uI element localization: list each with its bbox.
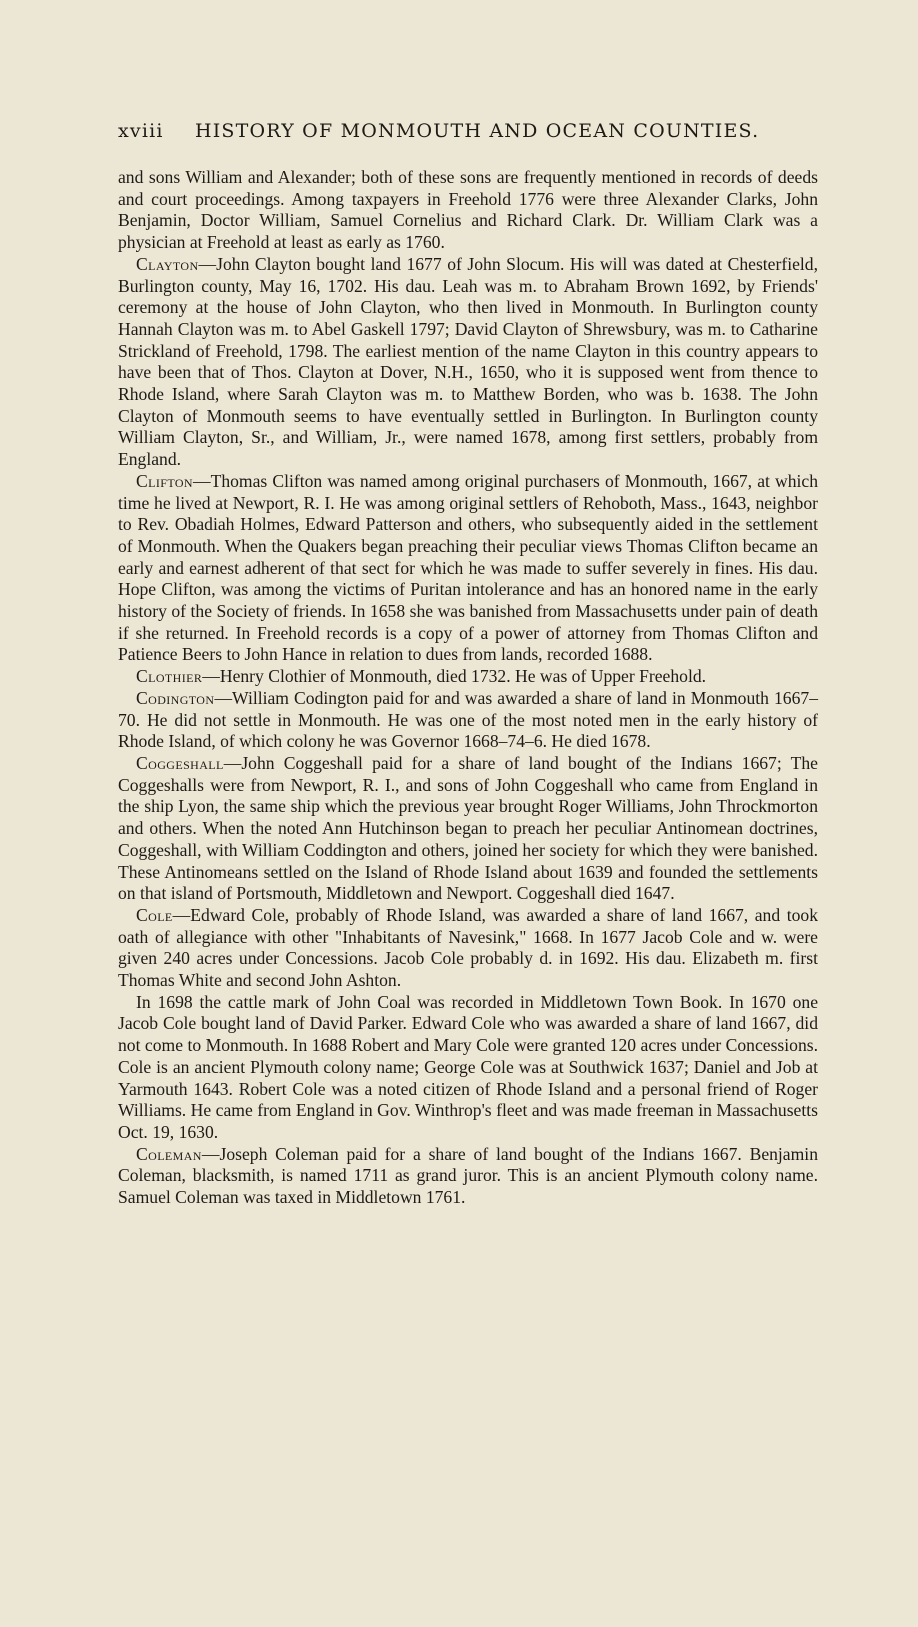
- paragraph-text: —John Coggeshall paid for a share of land bought of the Indians 1667; The Coggeshalls were from Newport, R. I., and sons of John Coggeshall who came from England in the ship Lyon, the same ship which the previous year brought Roger Williams, John Throckmorton and others. When the noted Ann Hutchinson began to preach her peculiar Antinomean doctrines, Coggeshall, with William Coddington and others, joined her society for which they were banished. These Antinomeans settled on the Island of Rhode Island about 1639 and founded the settlements on that island of Portsmouth, Middletown and Newport. Coggeshall died 1647.: [118, 752, 818, 904]
- paragraph-text: —Joseph Coleman paid for a share of land bought of the Indians 1667. Benjamin Coleman, blacksmith, is named 1711 as grand juror. This is an ancient Plymouth colony name. Samuel Coleman was taxed in Middletown 1761.: [118, 1143, 818, 1208]
- page-number: xviii: [118, 120, 164, 142]
- paragraph-text: —Henry Clothier of Monmouth, died 1732. He was of Upper Freehold.: [202, 666, 707, 687]
- page-body: [118, 167, 818, 1209]
- entry-heading: Codington: [136, 687, 215, 708]
- entry-heading: Coleman: [136, 1143, 202, 1164]
- entry-heading: Cole: [136, 904, 173, 925]
- entry-heading: Clothier: [136, 666, 203, 687]
- running-title: HISTORY OF MONMOUTH AND OCEAN COUNTIES.: [194, 120, 760, 142]
- paragraph-cole-continued: [118, 992, 818, 1144]
- entry-heading: Clifton: [136, 470, 193, 491]
- paragraph-text: and sons William and Alexander; both of these sons are frequently mentioned in records of deeds and court proceedings. Among taxpayers in Freehold 1776 were three Alexander Clarks, John Benjamin, Doctor William, Samuel Cornelius and Richard Clark. Dr. William Clark was a physician at Freehold at least as early as 1760.: [118, 167, 818, 253]
- paragraph-text: —Thomas Clifton was named among original purchasers of Monmouth, 1667, at which time he lived at Newport, R. I. He was among original settlers of Rehoboth, Mass., 1643, neighbor to Rev. Obadiah Holmes, Edward Patterson and others, who subsequently aided in the settlement of Monmouth. When the Quakers began preaching their peculiar views Thomas Clifton became an early and earnest adherent of that sect for which he was made to suffer severely in fines. His dau. Hope Clifton, was among the victims of Puritan intolerance and has an honored name in the early history of the Society of friends. In 1658 she was banished from Massachusetts under pain of death if she returned. In Freehold records is a copy of a power of attorney from Thomas Clifton and Patience Beers to John Hance in relation to dues from lands, recorded 1688.: [118, 470, 818, 665]
- entry-clayton: [118, 254, 818, 471]
- entry-clothier: [118, 666, 818, 688]
- entry-heading: Coggeshall: [136, 752, 224, 773]
- entry-coleman: [118, 1144, 818, 1209]
- entry-heading: Clayton: [136, 253, 199, 274]
- paragraph-text: —William Codington paid for and was awarded a share of land in Monmouth 1667–70. He did not settle in Monmouth. He was one of the most noted men in the early history of Rhode Island, of which colony he was Governor 1668–74–6. He died 1678.: [118, 687, 818, 752]
- entry-codington: [118, 688, 818, 753]
- entry-coggeshall: [118, 753, 818, 905]
- running-header: [118, 120, 808, 142]
- paragraph-text: —Edward Cole, probably of Rhode Island, was awarded a share of land 1667, and took oath of allegiance with other "Inhabitants of Navesink," 1668. In 1677 Jacob Cole and w. were given 240 acres under Concessions. Jacob Cole probably d. in 1692. His dau. Elizabeth m. first Thomas White and second John Ashton.: [118, 904, 818, 991]
- entry-clifton: [118, 471, 818, 666]
- paragraph-clark-continued: [118, 167, 818, 254]
- entry-cole: [118, 905, 818, 992]
- paragraph-text: —John Clayton bought land 1677 of John Slocum. His will was dated at Chesterfield, Burlington county, May 16, 1702. His dau. Leah was m. to Abraham Brown 1692, by Friends' ceremony at the house of John Clayton, who then lived in Monmouth. In Burlington county Hannah Clayton was m. to Abel Gaskell 1797; David Clayton of Shrewsbury, was m. to Catharine Strickland of Freehold, 1798. The earliest mention of the name Clayton in this country appears to have been that of Thos. Clayton at Dover, N.H., 1650, who it is supposed went from thence to Rhode Island, where Sarah Clayton was m. to Matthew Borden, who was b. 1638. The John Clayton of Monmouth seems to have eventually settled in Burlington. In Burlington county William Clayton, Sr., and William, Jr., were named 1678, among first settlers, probably from England.: [118, 253, 818, 470]
- paragraph-text: In 1698 the cattle mark of John Coal was recorded in Middletown Town Book. In 1670 one Jacob Cole bought land of David Parker. Edward Cole who was awarded a share of land 1667, did not come to Monmouth. In 1688 Robert and Mary Cole were granted 120 acres under Concessions. Cole is an ancient Plymouth colony name; George Cole was at Southwick 1637; Daniel and Job at Yarmouth 1643. Robert Cole was a noted citizen of Rhode Island and a personal friend of Roger Williams. He came from England in Gov. Winthrop's fleet and was made freeman in Massachusetts Oct. 19, 1630.: [118, 991, 818, 1142]
